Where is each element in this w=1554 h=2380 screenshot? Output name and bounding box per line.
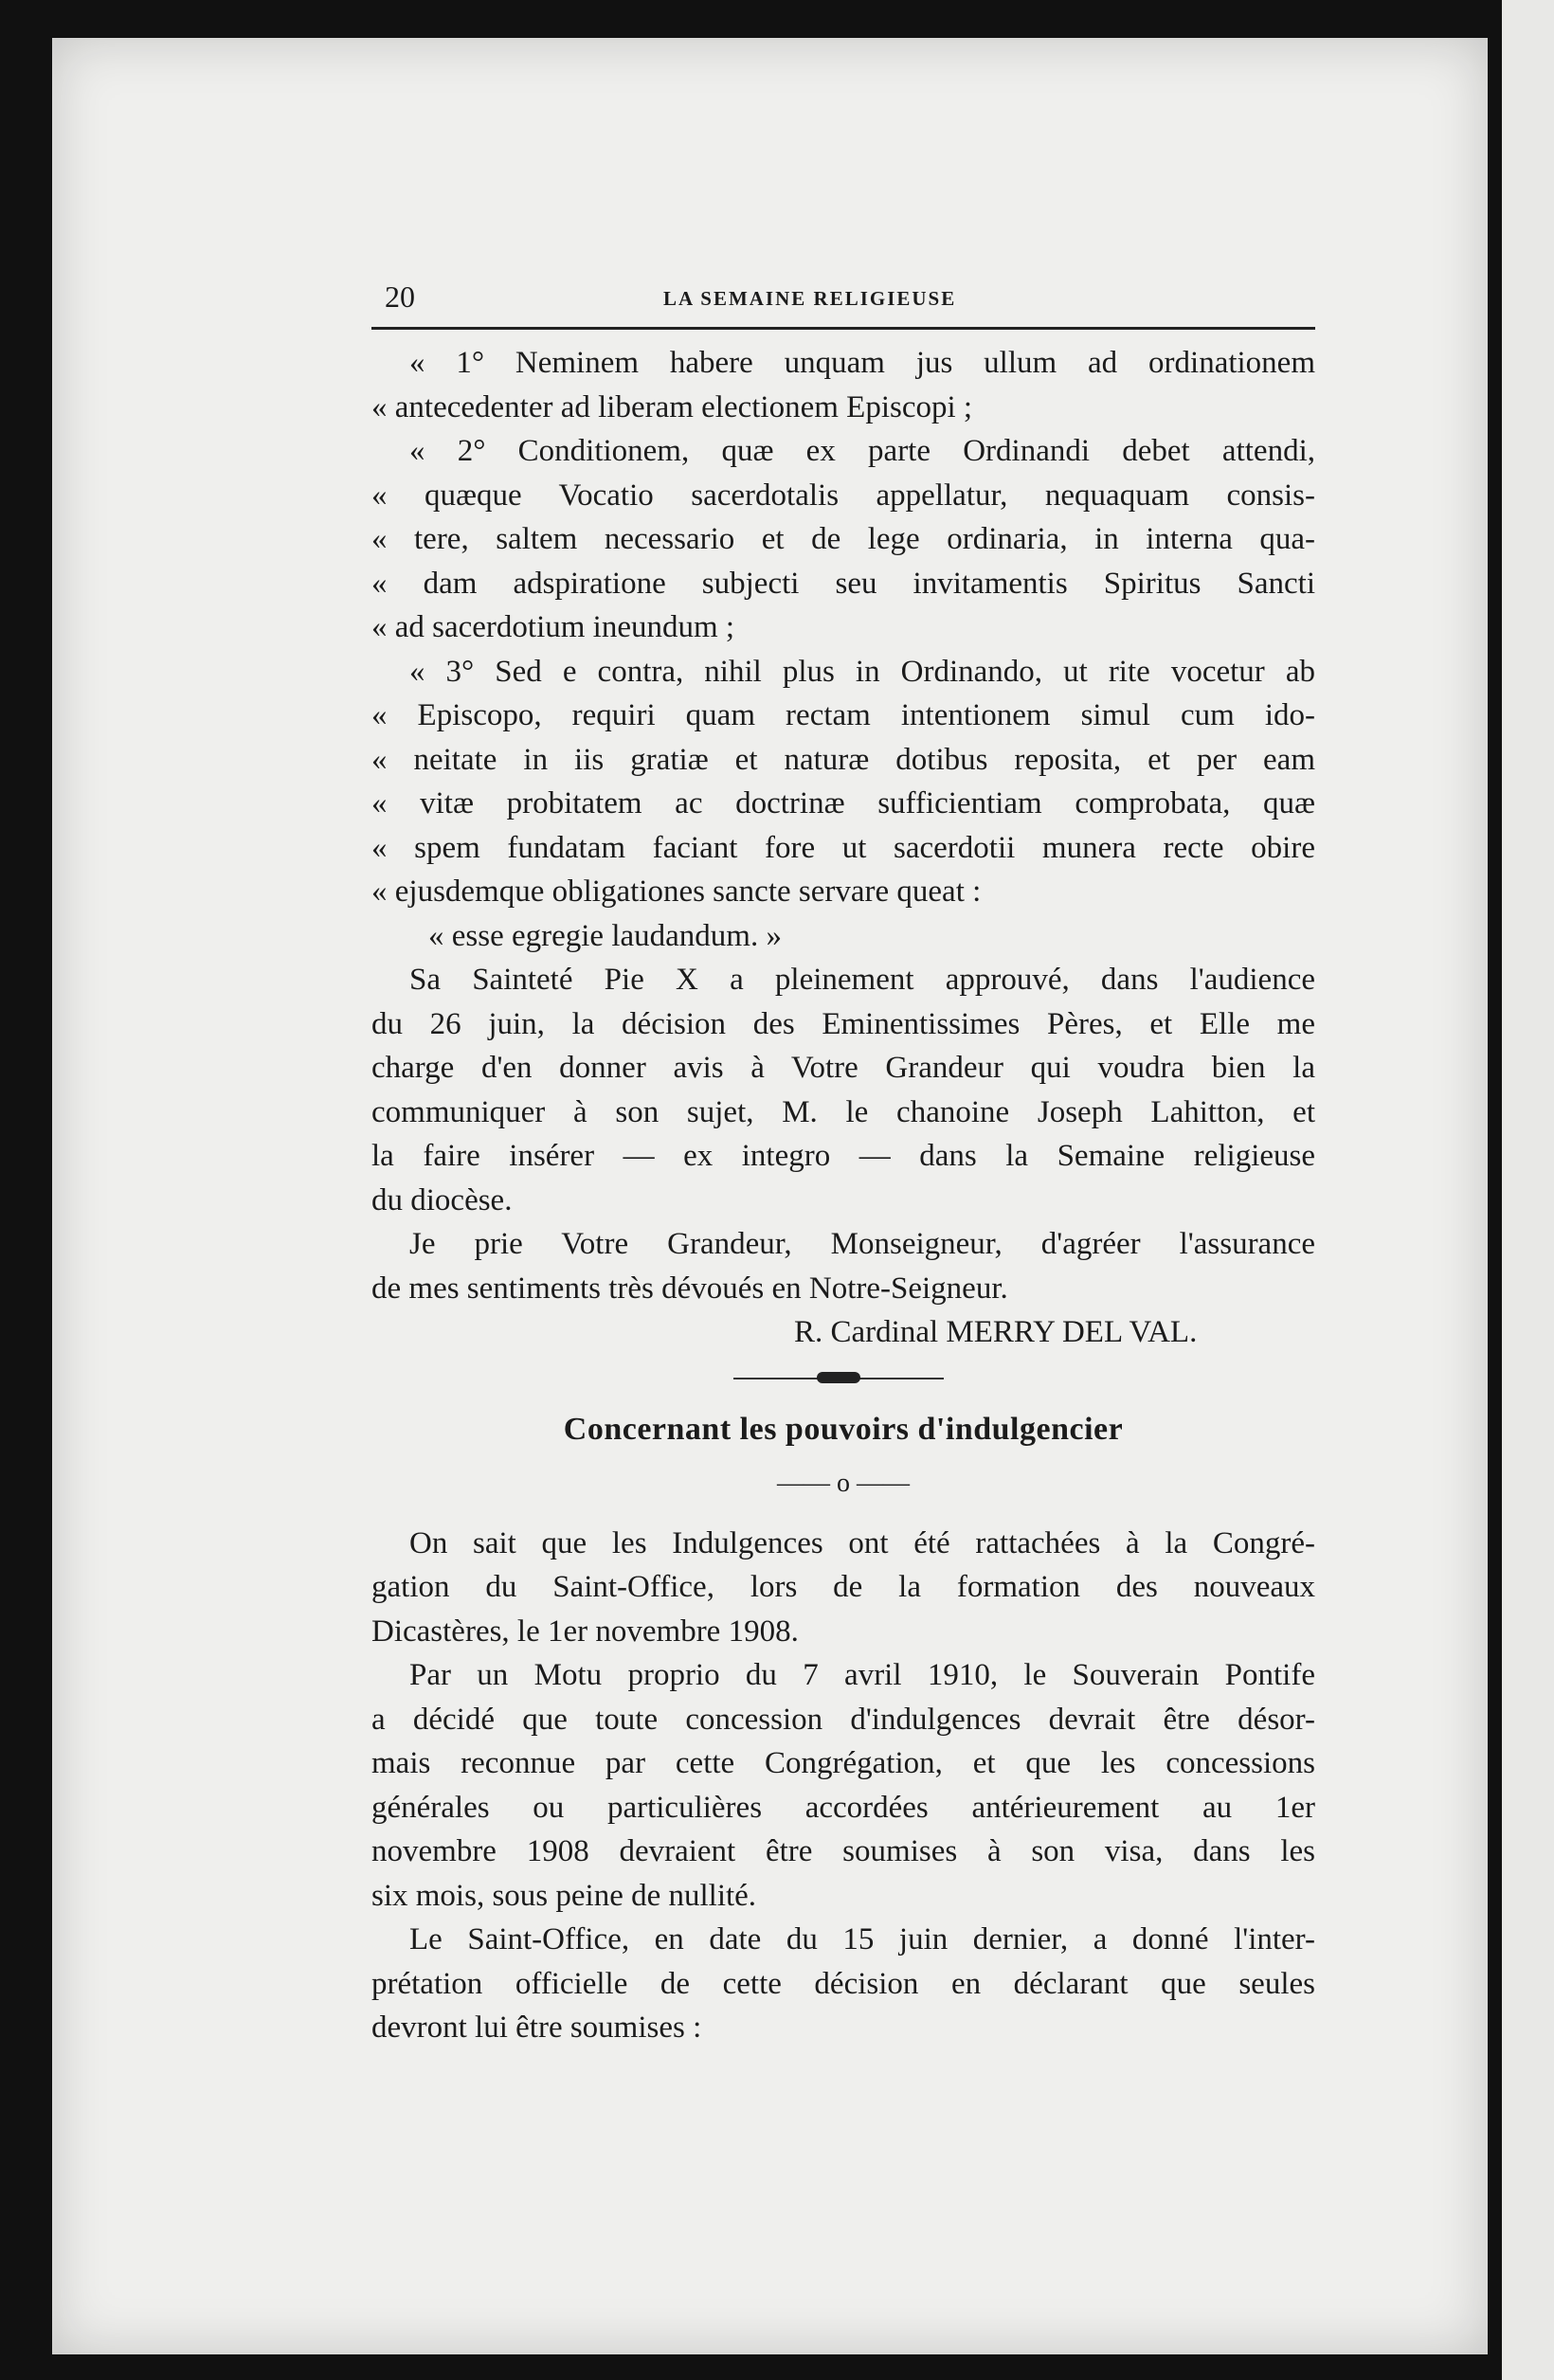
text-line: « 3° Sed e contra, nihil plus in Ordinando, ut rite vocetur ab (409, 654, 1315, 689)
text-line: du 26 juin, la décision des Eminentissimes Pères, et Elle me (371, 1006, 1315, 1041)
text-line: a décidé que toute concession d'indulgences devrait être désor- (371, 1702, 1315, 1737)
section-heading: Concernant les pouvoirs d'indulgencier (563, 1411, 1124, 1447)
text-line: « ad sacerdotium ineundum ; (371, 610, 735, 644)
section-text (371, 1522, 1315, 2050)
text-line: Dicastères, le 1er novembre 1908. (371, 1614, 799, 1649)
small-separator: —— o —— (777, 1468, 910, 1498)
text-line: « neitate in iis gratiæ et naturæ dotibus reposita, et per eam (371, 742, 1315, 777)
ornamental-separator (371, 1355, 1315, 1402)
text-line: « quæque Vocatio sacerdotalis appellatur, nequaquam consis- (371, 478, 1315, 513)
text-line: « Episcopo, requiri quam rectam intentionem simul cum ido- (371, 698, 1315, 732)
text-line: Le Saint-Office, en date du 15 juin dernier, a donné l'inter- (409, 1922, 1315, 1956)
text-line: communiquer à son sujet, M. le chanoine Joseph Lahitton, et (371, 1094, 1315, 1129)
text-line: « 2° Conditionem, quæ ex parte Ordinandi debet attendi, (409, 434, 1315, 468)
text-line: Je prie Votre Grandeur, Monseigneur, d'agréer l'assurance (409, 1227, 1315, 1261)
separator-ornament (817, 1372, 860, 1383)
running-title: LA SEMAINE RELIGIEUSE (663, 287, 957, 310)
text-line: « antecedenter ad liberam electionem Episcopi ; (371, 389, 973, 424)
text-line: gation du Saint-Office, lors de la formation des nouveaux (371, 1570, 1315, 1604)
text-line: « tere, saltem necessario et de lege ordinaria, in interna qua- (371, 522, 1315, 556)
text-line: « esse egregie laudandum. » (428, 918, 782, 953)
page-content (371, 279, 1315, 2050)
text-line: « vitæ probitatem ac doctrinæ sufficientiam comprobata, quæ (371, 786, 1315, 820)
text-line: Par un Motu proprio du 7 avril 1910, le Souverain Pontife (409, 1658, 1315, 1692)
text-line: Sa Sainteté Pie X a pleinement approuvé, dans l'audience (409, 963, 1315, 997)
text-line: charge d'en donner avis à Votre Grandeur qui voudra bien la (371, 1051, 1315, 1085)
text-line: « dam adspiratione subjecti seu invitamentis Spiritus Sancti (371, 566, 1315, 601)
text-line: novembre 1908 devraient être soumises à son visa, dans les (371, 1834, 1315, 1868)
text-line: « ejusdemque obligationes sancte servare queat : (371, 874, 982, 909)
adjacent-page-edge (1502, 0, 1554, 2380)
text-line: six mois, sous peine de nullité. (371, 1878, 757, 1913)
text-line: la faire insérer — ex integro — dans la Semaine religieuse (371, 1139, 1315, 1173)
text-line: « 1° Neminem habere unquam jus ullum ad ordinationem (409, 346, 1315, 380)
text-line: prétation officielle de cette décision en déclarant que seules (371, 1966, 1315, 2001)
text-line: devront lui être soumises : (371, 2010, 702, 2045)
text-line: du diocèse. (371, 1182, 513, 1217)
page-number: 20 (385, 279, 415, 314)
text-line: On sait que les Indulgences ont été rattachées à la Congré- (409, 1525, 1315, 1560)
page-header (371, 279, 1315, 330)
text-line: de mes sentiments très dévoués en Notre-Seigneur. (371, 1271, 1008, 1306)
text-line: « spem fundatam faciant fore ut sacerdotii munera recte obire (371, 830, 1315, 865)
text-line: générales ou particulières accordées antérieurement au 1er (371, 1790, 1315, 1825)
text-line: mais reconnue par cette Congrégation, et que les concessions (371, 1746, 1315, 1780)
signature-line: R. Cardinal MERRY DEL VAL. (794, 1315, 1198, 1349)
letter-text (371, 341, 1315, 1355)
